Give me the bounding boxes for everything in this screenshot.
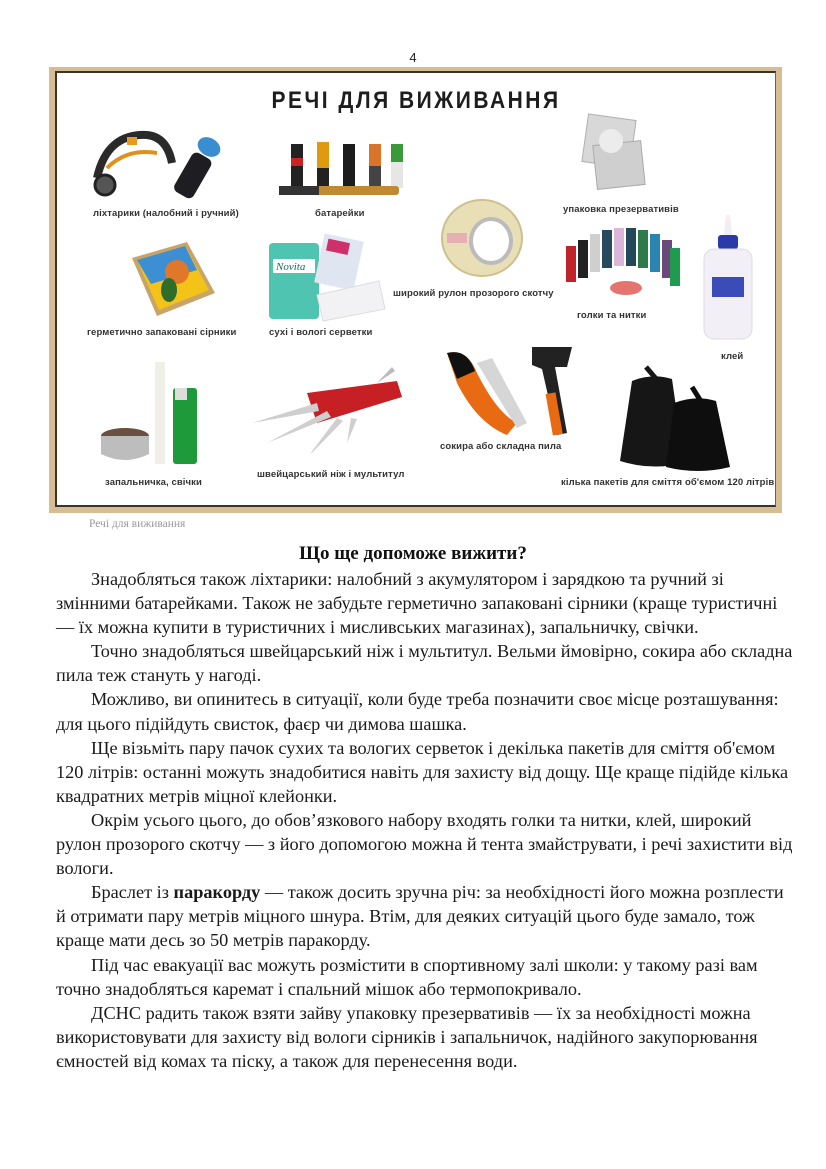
trash-bags-icon bbox=[612, 363, 742, 473]
lighter-candle-icon bbox=[97, 358, 207, 468]
item-label: ліхтарики (налобний і ручний) bbox=[93, 208, 239, 219]
figure-canvas bbox=[55, 71, 776, 507]
paragraph: Точно знадобляться швейцарський ніж і мультитул. Вельми ймовірно, сокира або складна пила теж стануть у нагоді. bbox=[56, 641, 793, 686]
thread-spools-icon bbox=[562, 218, 682, 298]
figure-caption: Речі для виживання bbox=[89, 518, 186, 530]
paragraph: Окрім усього цього, до обов’язкового набору входять голки та нитки, клей, широкий рулон прозорого скотчу — з його допомогою можна й тента змайструвати, і речі захистити від вологи. bbox=[56, 809, 793, 879]
text-segment: — також досить зручна річ: за необхідності його можна розплести й отримати пару метрів міцного шнура. Втім, для деяких ситуацій цього буде замало, тож краще мати десь зо 50 метрів паракорду. bbox=[56, 882, 784, 951]
bold-term: паракорду bbox=[173, 882, 261, 903]
item-label: клей bbox=[721, 351, 744, 362]
page-number: 4 bbox=[409, 50, 417, 65]
paragraph: ДСНС радить також взяти зайву упаковку презервативів — їх за необхідності можна використовувати для захисту від вологи сірників і запальничок, надійного закупорювання ємностей від комах та піску, а також для перенесення води. bbox=[56, 1002, 758, 1071]
paragraph: Знадобляться також ліхтарики: налобний з акумулятором і зарядкою та ручний зі змінними батарейками. Також не забудьте герметично запаковані сірники (краще туристичні — їх можна купити в туристичних і мисливських магазинах), запальничку, свічки. bbox=[56, 569, 778, 638]
item-label: голки та нитки bbox=[577, 310, 647, 321]
item-label: герметично запаковані сірники bbox=[87, 327, 237, 338]
paragraph: Можливо, ви опинитесь в ситуації, коли буде треба позначити своє місце розташування: для цього підійдуть свисток, фаєр чи димова шашка. bbox=[56, 689, 779, 734]
flashlight-icon bbox=[87, 123, 227, 203]
svg-text:Novita: Novita bbox=[276, 261, 306, 273]
paragraph: Під час евакуації вас можуть розмістити в спортивному залі школи: у такому разі вам точно знадобляться каремат і спальний мішок або термопокривало. bbox=[56, 954, 758, 999]
item-label: широкий рулон прозорого скотчу bbox=[393, 288, 554, 299]
paragraph: Ще візьміть пару пачок сухих та вологих серветок і декілька пакетів для сміття об'ємом 120 літрів: останні можуть знадобитися навіть для захисту від дощу. Ще краще підійде кілька квадратних метрів міцної клейонки. bbox=[56, 737, 789, 806]
tape-roll-icon bbox=[437, 193, 527, 283]
text-segment: Браслет із bbox=[91, 882, 174, 903]
axe-saw-icon bbox=[437, 343, 587, 443]
condom-pack-icon bbox=[577, 113, 657, 193]
figure-title: РЕЧІ ДЛЯ ВИЖИВАННЯ bbox=[271, 87, 561, 114]
matchbox-icon bbox=[127, 238, 217, 323]
item-label: кілька пакетів для сміття об'ємом 120 літрів bbox=[561, 477, 775, 488]
item-label: сухі і вологі серветки bbox=[269, 327, 373, 338]
item-label: швейцарський ніж і мультитул bbox=[257, 469, 405, 480]
wipes-icon bbox=[267, 233, 387, 323]
glue-bottle-icon bbox=[700, 213, 756, 343]
section-heading: Що ще допоможе вижити? bbox=[299, 543, 527, 564]
survival-items-figure bbox=[49, 67, 782, 513]
item-label: упаковка презервативів bbox=[563, 204, 679, 215]
paragraph-paracord bbox=[56, 880, 796, 952]
article-body bbox=[56, 567, 796, 1073]
batteries-icon bbox=[277, 138, 407, 203]
item-label: сокира або складна пила bbox=[440, 441, 562, 452]
item-label: батарейки bbox=[315, 208, 365, 219]
swiss-knife-icon bbox=[247, 363, 407, 453]
item-label: запальничка, свічки bbox=[105, 477, 202, 488]
